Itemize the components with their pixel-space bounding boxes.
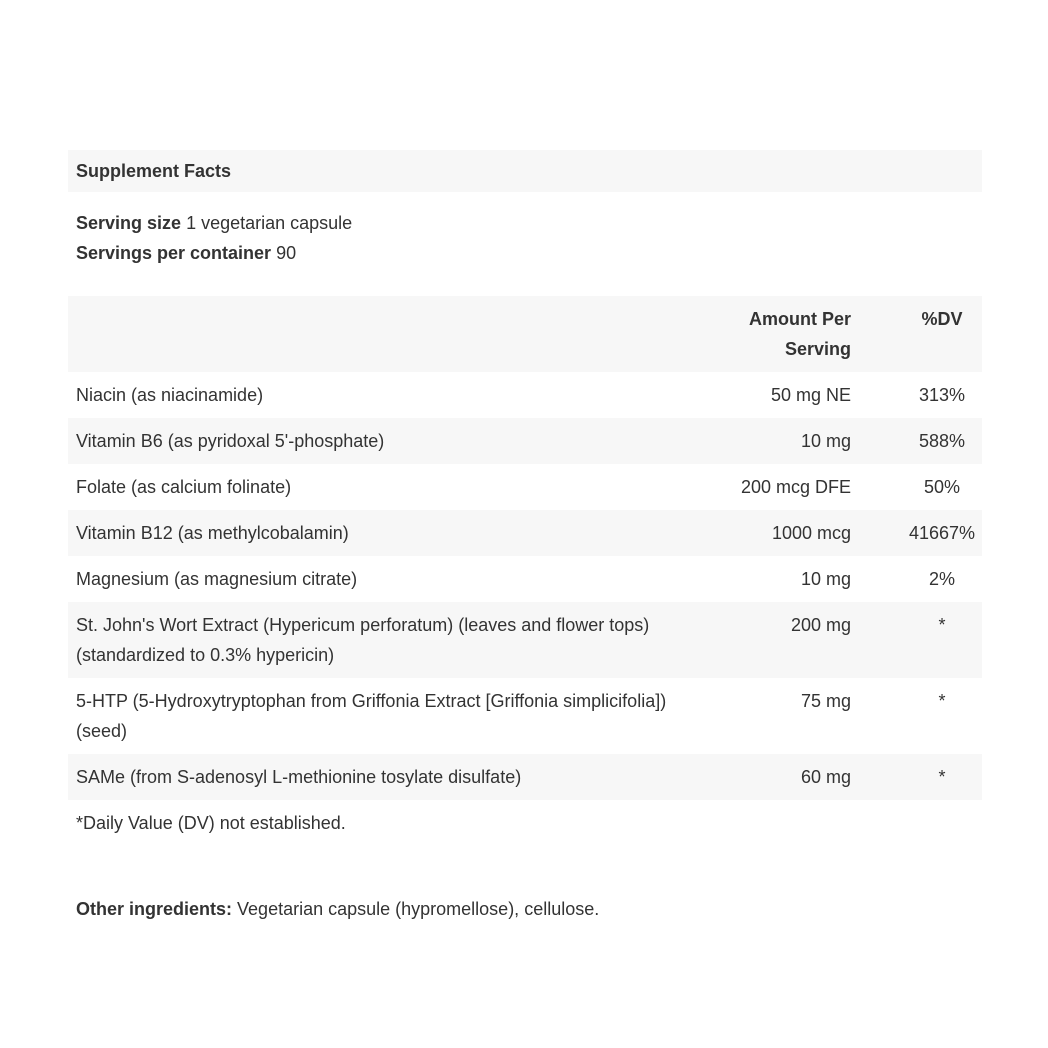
servings-per-container-value: 90: [276, 243, 297, 263]
serving-size-value: 1 vegetarian capsule: [186, 213, 353, 233]
ingredient-name: 5-HTP (5-Hydroxytryptophan from Griffonia Extract [Griffonia simplicifolia]) (seed): [76, 691, 667, 741]
amount-value: 10 mg: [800, 569, 851, 589]
other-ingredients-line: [76, 894, 982, 924]
ingredient-name: SAMe (from S-adenosyl L-methionine tosylate disulfate): [76, 767, 522, 787]
daily-value-footnote: *Daily Value (DV) not established.: [76, 813, 346, 833]
dv-value: *: [938, 691, 946, 711]
ingredient-name: Vitamin B12 (as methylcobalamin): [76, 523, 349, 543]
facts-table: [68, 296, 982, 846]
servings-per-container-label: Servings per container: [76, 243, 272, 263]
table-row: [68, 556, 982, 602]
serving-info: [76, 208, 982, 268]
supplement-facts-panel: [68, 150, 982, 924]
serving-size-line: [76, 208, 982, 238]
dv-value: *: [938, 615, 946, 635]
table-row: [68, 678, 982, 754]
ingredient-name: Vitamin B6 (as pyridoxal 5'-phosphate): [76, 431, 385, 451]
dv-value: 313%: [918, 385, 966, 405]
amount-value: 75 mg: [800, 691, 851, 711]
ingredient-name: Niacin (as niacinamide): [76, 385, 264, 405]
table-row: [68, 464, 982, 510]
ingredient-name: Magnesium (as magnesium citrate): [76, 569, 358, 589]
ingredient-name: Folate (as calcium folinate): [76, 477, 292, 497]
table-header-row: [68, 296, 982, 372]
table-row: [68, 372, 982, 418]
dv-value: 41667%: [908, 523, 976, 543]
dv-value: 588%: [918, 431, 966, 451]
dv-value: 50%: [923, 477, 961, 497]
header-percent-dv: %DV: [921, 309, 963, 329]
servings-per-container-line: [76, 238, 982, 268]
table-row: [68, 754, 982, 800]
header-amount-per-serving: Amount Per Serving: [748, 309, 851, 359]
amount-value: 200 mcg DFE: [740, 477, 851, 497]
other-ingredients-value: Vegetarian capsule (hypromellose), cellulose.: [237, 899, 600, 919]
other-ingredients-label: Other ingredients:: [76, 899, 233, 919]
amount-value: 1000 mcg: [771, 523, 851, 543]
dv-value: *: [938, 767, 946, 787]
panel-title: Supplement Facts: [76, 161, 232, 181]
table-row: [68, 602, 982, 678]
ingredient-name: St. John's Wort Extract (Hypericum perforatum) (leaves and flower tops) (standardized to 0.3% hypericin): [76, 615, 650, 665]
amount-value: 50 mg NE: [770, 385, 851, 405]
table-row: [68, 510, 982, 556]
dv-value: 2%: [928, 569, 955, 589]
supplement-facts-title-band: [68, 150, 982, 192]
serving-size-label: Serving size: [76, 213, 182, 233]
amount-value: 200 mg: [790, 615, 851, 635]
amount-value: 60 mg: [800, 767, 851, 787]
amount-value: 10 mg: [800, 431, 851, 451]
table-row: [68, 418, 982, 464]
